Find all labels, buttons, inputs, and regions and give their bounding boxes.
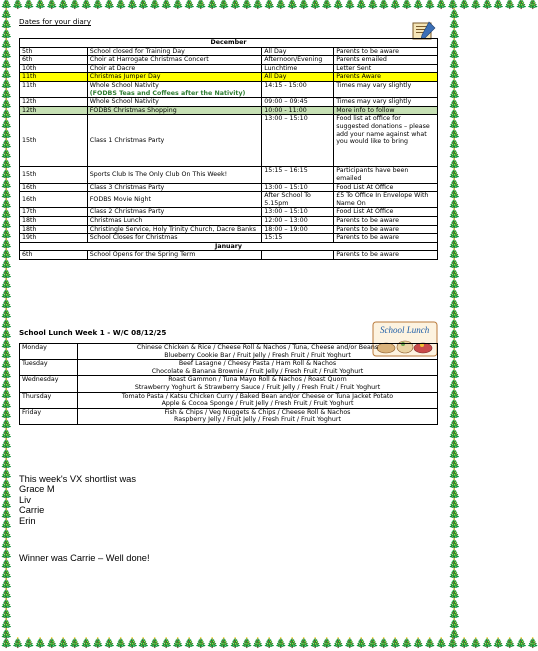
fodbs-note: (FODBS Teas and Coffees after the Nativity) bbox=[89, 89, 246, 97]
lunch-row: Wednesday Roast Gammon / Tuna Mayo Roll & Nachos / Roast Quorn Strawberry Yoghurt & Strawberry Sauce / Fruit Jelly / Fresh Fruit / Fruit Yoghurt bbox=[20, 376, 438, 392]
table-row: 10th Choir at Dacre Lunchtime Letter Sent bbox=[20, 64, 438, 73]
month-header-december: December bbox=[20, 39, 438, 48]
table-row-highlight: 12th FODBS Christmas Shopping 10:00 - 11:00 More info to follow bbox=[20, 106, 438, 115]
table-row: 6th Choir at Harrogate Christmas Concert Afternoon/Evening Parents emailed bbox=[20, 56, 438, 65]
lunch-title: School Lunch Week 1 - W/C 08/12/25 bbox=[19, 328, 167, 337]
christmas-tree-border-right: 🎄🎄🎄🎄🎄🎄🎄🎄🎄🎄🎄🎄🎄🎄🎄🎄🎄🎄🎄🎄🎄🎄🎄🎄🎄🎄🎄🎄🎄🎄🎄🎄🎄🎄🎄🎄🎄🎄🎄🎄🎄🎄🎄🎄🎄🎄🎄🎄🎄🎄🎄🎄🎄🎄🎄🎄🎄🎄🎄🎄🎄🎄🎄 bbox=[448, 9, 460, 640]
table-row-highlight: 11th Christmas Jumper Day All Day Parents Aware bbox=[20, 73, 438, 82]
lunch-row: Monday Chinese Chicken & Rice / Cheese Roll & Nachos / Tuna, Cheese and/or Beans Blueberry Cookie Bar / Fruit Jelly / Fresh Fruit / Fruit Yoghurt bbox=[20, 344, 438, 360]
table-row: 18th Christingle Service, Holy Trinity Church, Dacre Banks 18:00 – 19:00 Parents to be aware bbox=[20, 225, 438, 234]
vx-name: Liv bbox=[19, 494, 31, 505]
table-row: 19th School Closes for Christmas 15:15 Parents to be aware bbox=[20, 234, 438, 243]
school-lunch-icon-text: School Lunch bbox=[380, 325, 430, 335]
table-row: 6th School Opens for the Spring Term Parents to be aware bbox=[20, 251, 438, 260]
diary-title: Dates for your diary bbox=[19, 17, 91, 26]
christmas-tree-border-left: 🎄🎄🎄🎄🎄🎄🎄🎄🎄🎄🎄🎄🎄🎄🎄🎄🎄🎄🎄🎄🎄🎄🎄🎄🎄🎄🎄🎄🎄🎄🎄🎄🎄🎄🎄🎄🎄🎄🎄🎄🎄🎄🎄🎄🎄🎄🎄🎄🎄🎄🎄🎄🎄🎄🎄🎄🎄🎄🎄🎄🎄🎄🎄 bbox=[0, 9, 12, 640]
vx-name: Grace M bbox=[19, 484, 55, 495]
christmas-tree-border-top: 🎄🎄🎄🎄🎄🎄🎄🎄🎄🎄🎄🎄🎄🎄🎄🎄🎄🎄🎄🎄🎄🎄🎄🎄🎄🎄🎄🎄🎄🎄🎄🎄🎄🎄🎄🎄🎄🎄🎄🎄🎄🎄🎄🎄🎄🎄🎄 bbox=[0, 0, 538, 10]
vx-shortlist bbox=[19, 474, 136, 526]
table-row: 15th Sports Club Is The Only Club On This Week! 15:15 – 16:15 Participants have been emailed bbox=[20, 167, 438, 183]
table-row: 15th Class 1 Christmas Party 13:00 – 15:10 Food list at office for suggested donations – please add your name against what you would like to bring bbox=[20, 115, 438, 167]
diary-table bbox=[19, 38, 438, 260]
lunch-row: Tuesday Beef Lasagne / Cheesy Pasta / Ham Roll & Nachos Chocolate & Banana Brownie / Fruit Jelly / Fresh Fruit / Fruit Yoghurt bbox=[20, 360, 438, 376]
vx-name: Erin bbox=[19, 515, 36, 526]
table-row: 16th Class 3 Christmas Party 13:00 – 15:10 Food List At Office bbox=[20, 183, 438, 192]
table-row: 18th Christmas Lunch 12:00 – 13:00 Parents to be aware bbox=[20, 216, 438, 225]
month-header-january: January bbox=[20, 242, 438, 251]
table-row: 5th School closed for Training Day All Day Parents to be aware bbox=[20, 47, 438, 56]
table-row: 11th Whole School Nativity (FODBS Teas and Coffees after the Nativity) 14:15 - 15:00 Times may vary slightly bbox=[20, 81, 438, 97]
vx-heading: This week's VX shortlist was bbox=[19, 474, 136, 484]
lunch-row: Thursday Tomato Pasta / Katsu Chicken Curry / Baked Bean and/or Cheese or Tuna Jacket Potato Apple & Cocoa Sponge / Fruit Jelly / Fresh Fruit / Fruit Yoghurt bbox=[20, 392, 438, 408]
table-row: 16th FODBS Movie Night After School To 5.15pm £5 To Office In Envelope With Name On bbox=[20, 192, 438, 208]
table-row: 17th Class 2 Christmas Party 13:00 – 15:10 Food List At Office bbox=[20, 208, 438, 217]
table-row: 12th Whole School Nativity 09:00 – 09:45 Times may vary slightly bbox=[20, 98, 438, 107]
lunch-table bbox=[19, 343, 438, 425]
christmas-tree-border-bottom: 🎄🎄🎄🎄🎄🎄🎄🎄🎄🎄🎄🎄🎄🎄🎄🎄🎄🎄🎄🎄🎄🎄🎄🎄🎄🎄🎄🎄🎄🎄🎄🎄🎄🎄🎄🎄🎄🎄🎄🎄🎄🎄🎄🎄🎄🎄🎄 bbox=[0, 638, 538, 649]
vx-name: Carrie bbox=[19, 505, 45, 516]
lunch-row: Friday Fish & Chips / Veg Nuggets & Chips / Cheese Roll & Nachos Raspberry Jelly / Fruit Jelly / Fresh Fruit / Fruit Yoghurt bbox=[20, 408, 438, 424]
vx-winner: Winner was Carrie – Well done! bbox=[19, 553, 150, 563]
